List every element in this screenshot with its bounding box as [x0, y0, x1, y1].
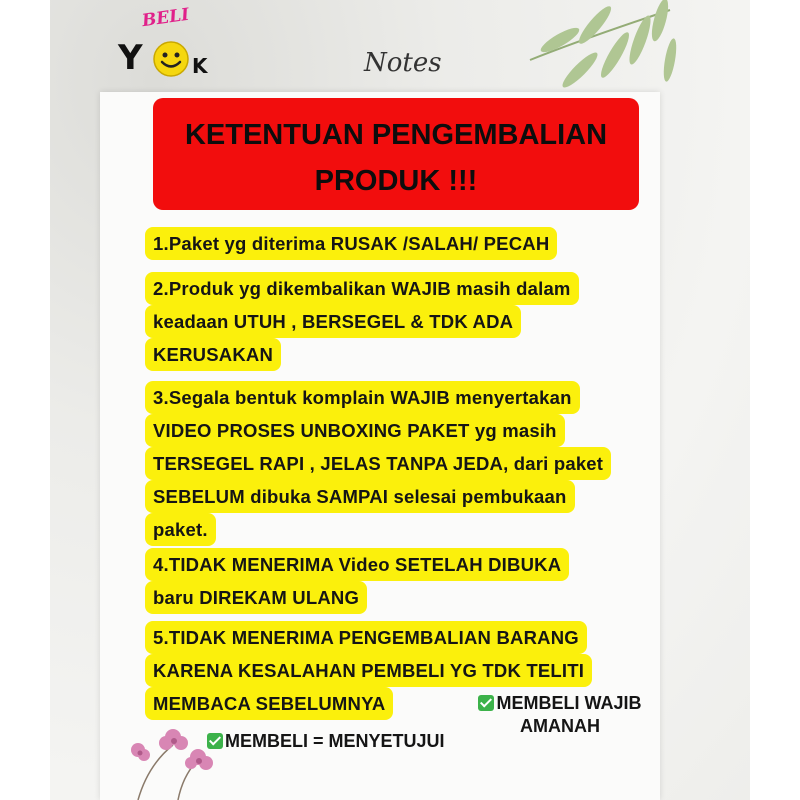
footer-right-line-2: AMANAH [520, 716, 600, 736]
beli-yok-logo [118, 4, 218, 80]
footer-menyetujui [207, 731, 445, 752]
leaves-decoration [520, 0, 700, 110]
footer-left-text: MEMBELI = MENYETUJUI [225, 731, 445, 751]
footer-right-line-1: MEMBELI WAJIB [496, 693, 642, 713]
logo-beli-text: BELI [140, 4, 191, 32]
smiley-icon [152, 40, 190, 78]
rule-line: TERSEGEL RAPI , JELAS TANPA JEDA, dari paket [145, 447, 611, 480]
rule-line: 1.Paket yg diterima RUSAK /SALAH/ PECAH [145, 227, 557, 260]
notes-title: Notes [364, 48, 442, 78]
rule-line: keadaan UTUH , BERSEGEL & TDK ADA [145, 305, 521, 338]
logo-y-text: Y [118, 38, 142, 78]
check-mark-icon [207, 733, 223, 749]
rule-line: KERUSAKAN [145, 338, 281, 371]
rule-line: baru DIREKAM ULANG [145, 581, 367, 614]
banner-line-1: KETENTUAN PENGEMBALIAN [184, 119, 608, 151]
rule-line: SEBELUM dibuka SAMPAI selesai pembukaan [145, 480, 575, 513]
title-banner-text [153, 112, 639, 204]
banner-line-2: PRODUK !!! [314, 165, 478, 197]
rule-line: 4.TIDAK MENERIMA Video SETELAH DIBUKA [145, 548, 569, 581]
rule-line: 2.Produk yg dikembalikan WAJIB masih dalam [145, 272, 579, 305]
rule-line: 5.TIDAK MENERIMA PENGEMBALIAN BARANG [145, 621, 587, 654]
rule-line: VIDEO PROSES UNBOXING PAKET yg masih [145, 414, 565, 447]
rule-4 [145, 548, 569, 614]
check-mark-icon [478, 695, 494, 711]
rule-line: KARENA KESALAHAN PEMBELI YG TDK TELITI [145, 654, 592, 687]
footer-amanah [470, 692, 650, 738]
rule-1 [145, 227, 557, 260]
rule-line: MEMBACA SEBELUMNYA [145, 687, 393, 720]
logo-k-text: K [192, 54, 208, 78]
rule-3 [145, 381, 611, 546]
flowers-decoration [118, 715, 228, 800]
rule-line: 3.Segala bentuk komplain WAJIB menyertakan [145, 381, 580, 414]
rule-line: paket. [145, 513, 216, 546]
rule-2 [145, 272, 579, 371]
